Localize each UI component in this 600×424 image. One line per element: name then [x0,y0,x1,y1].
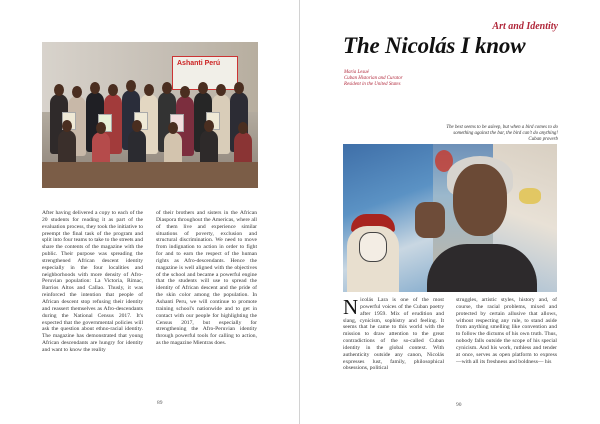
right-column-2: struggles, artistic styles, history and, of course, the racial problems, mixed and protected by certain allusive that allows, without respecting any rule, to stand aside from anything smelling like convention and to follow the dictums of his own truth. Thus, nobody falls outside the scope of his special cynicism. And his work, ruthless and tender at once, serves as open platform to express —with all its freshness and boldness— his [456,297,557,365]
photo-floor [42,162,258,188]
epigraph-line-2: something against the bar, the bird can't do anything! [453,131,558,137]
section-tag: Art and Identity [492,21,558,32]
man-head [453,164,507,236]
drop-cap: N [343,295,359,319]
page-number-right: 90 [456,402,462,408]
byline [344,70,403,89]
group-photo [42,42,258,188]
man-hand [415,202,445,238]
right-column-1 [343,297,444,372]
mural-figure-face [359,232,387,262]
man-body [427,244,537,292]
left-column-2: of their brothers and sisters in the African Diaspora throughout the Americas, where all of them live and experience similar situations of poverty, exclusion and structural discrimination. We need to move from indignation to action in order to fight for and to earn the respect of the human rights as Afro-descendants. Hence the magazine is well aligned with the objectives of the school and became a powerful engine that the students will use to spread the identity of African descent and the pride of the skin color among the population. In Ashanti Peru, we will continue to promote training school's nationwide and to get in contact with our people for highlighting the Census 2017, but especially for strengthening the Afro-Peruvian identity through powerful tools for calling to action, as the magazine Mientras does. [156,210,257,347]
banner-text: Ashanti Perú [177,60,221,67]
portrait-photo [343,144,557,292]
epigraph [428,125,558,144]
page-number-left: 89 [157,400,163,406]
right-column-1-text: icolás Lara is one of the most powerful voices of the Cuban poetry after 1959. Mix of erudition and slang, cynicism, sophistry and feeling. It seems that he came to this world with the mission to draw attention to the great contradictions of the so-called Cuban identity in the global context. With authenticity outside any canon, Nicolás expresses lust, family, philosophical obsessions, political [343,297,444,372]
byline-location: Resident in the United States [344,82,401,88]
article-headline: The Nicolás I know [343,33,526,58]
right-page [300,0,600,424]
left-column-1: After having delivered a copy to each of the 20 students for reading it as part of the evaluation process, they took the initiative to preempt the final task of the program and split into four teams to take to the streets and share the contents of the magazine with the public. Their purpose was spreading the strengthened African descent identity especially in the four localities and neighborhoods with more density of Afro-Peruvian population: La Victoria, Rímac, Barrios Altos and Callao. Thusly, it was reinforced the intention that people of African descent stop refusing their identity and reassert themselves as Afro-descendants during the National Census 2017. It's expected that the governmental policies will ask the question about ethno-racial identity. The magazine has demonstrated that young African descendants are hungry for identity and want to know the reality [42,210,143,353]
epigraph-line-1: The best seems to be asleep, but when a bird comes to do [446,125,558,130]
epigraph-attribution: Cuban proverb [528,137,558,143]
byline-name: María Lesué [344,70,369,75]
byline-role: Cuban Historian and Curator [344,76,403,82]
